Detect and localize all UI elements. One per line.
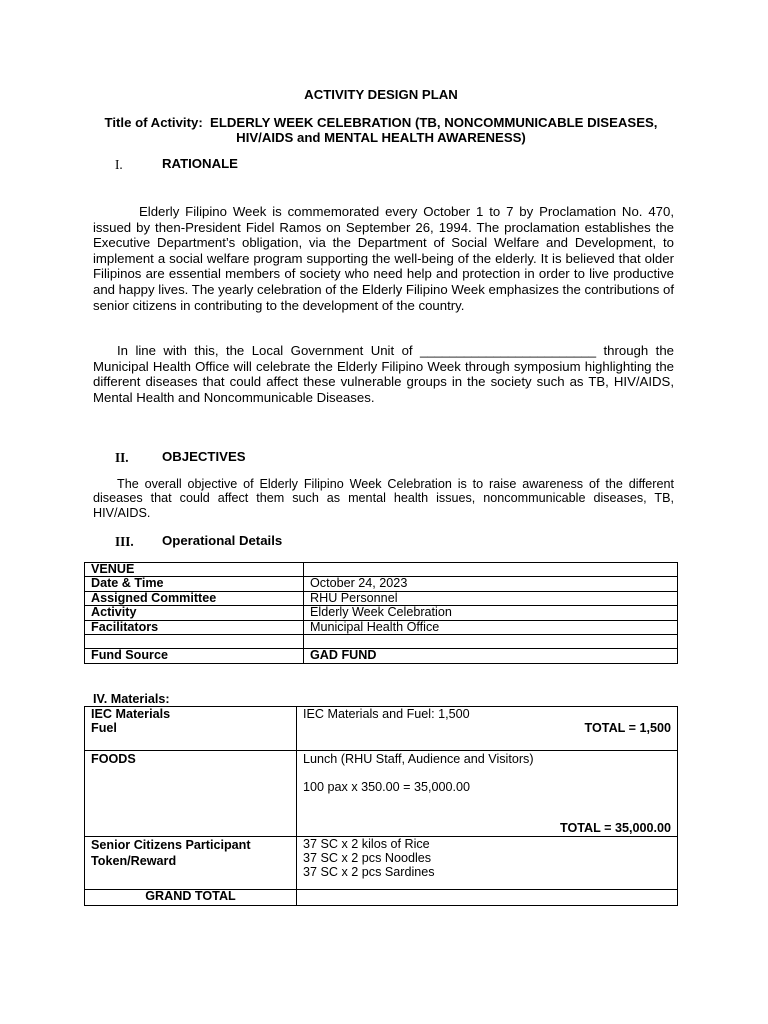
table-row bbox=[85, 577, 678, 591]
table-row bbox=[85, 620, 678, 634]
list-item: 37 SC x 2 pcs Sardines bbox=[303, 864, 435, 879]
venue-label: VENUE bbox=[85, 563, 304, 577]
activity-value: Elderly Week Celebration bbox=[304, 606, 678, 620]
empty-label bbox=[85, 635, 304, 649]
table-row bbox=[85, 606, 678, 620]
rationale-paragraph-2: In line with this, the Local Government Unit of ________________________ through the Municipal Health Office will celebrate the Elderly Filipino Week through symposium highlighting the different diseases that could affect these vulnerable groups in the society such as TB, HIV/AIDS, Mental Health and Noncommunicable Diseases. bbox=[93, 343, 674, 405]
activity-title-label: Title of Activity: bbox=[104, 115, 203, 130]
table-row bbox=[85, 563, 678, 577]
operational-details-table bbox=[84, 562, 678, 664]
document-heading: ACTIVITY DESIGN PLAN bbox=[304, 87, 458, 102]
section-2-number: II. bbox=[115, 450, 129, 465]
senior-citizens-label-line1: Senior Citizens Participant bbox=[91, 838, 251, 852]
section-4-heading: IV. Materials: bbox=[93, 692, 170, 706]
iec-label-line2: Fuel bbox=[91, 721, 117, 736]
date-time-value: October 24, 2023 bbox=[304, 577, 678, 591]
activity-label: Activity bbox=[85, 606, 304, 620]
table-row bbox=[85, 707, 678, 751]
section-3-number: III. bbox=[115, 534, 134, 549]
section-1-heading: RATIONALE bbox=[162, 156, 238, 171]
table-row bbox=[85, 890, 678, 906]
assigned-committee-label: Assigned Committee bbox=[85, 591, 304, 605]
fund-source-value: GAD FUND bbox=[304, 649, 678, 663]
fund-source-label: Fund Source bbox=[85, 649, 304, 663]
senior-citizens-items bbox=[297, 837, 678, 890]
foods-label: FOODS bbox=[85, 751, 297, 837]
iec-total: TOTAL = 1,500 bbox=[584, 721, 671, 736]
table-row bbox=[85, 751, 678, 837]
iec-value-cell bbox=[297, 707, 678, 751]
senior-citizens-label bbox=[85, 837, 297, 890]
table-row bbox=[85, 649, 678, 663]
assigned-committee-value: RHU Personnel bbox=[304, 591, 678, 605]
iec-label-line1: IEC Materials bbox=[91, 707, 171, 721]
date-time-label: Date & Time bbox=[85, 577, 304, 591]
table-row bbox=[85, 837, 678, 890]
section-1-number: I. bbox=[115, 157, 123, 172]
facilitators-label: Facilitators bbox=[85, 620, 304, 634]
iec-value: IEC Materials and Fuel: 1,500 bbox=[303, 707, 470, 721]
grand-total-label: GRAND TOTAL bbox=[85, 890, 297, 906]
senior-citizens-label-line2: Token/Reward bbox=[91, 854, 177, 869]
activity-title-line2: HIV/AIDS and MENTAL HEALTH AWARENESS) bbox=[236, 130, 526, 145]
objectives-text: The overall objective of Elderly Filipino Week Celebration is to raise awareness of the different diseases that could affect them such as mental health issues, noncommunicable diseases, TB, HIV/AIDS. bbox=[93, 477, 674, 520]
table-row bbox=[85, 591, 678, 605]
empty-value bbox=[304, 635, 678, 649]
grand-total-value bbox=[297, 890, 678, 906]
activity-title bbox=[84, 115, 678, 145]
section-3-heading: Operational Details bbox=[162, 533, 283, 548]
activity-title-line1: ELDERLY WEEK CELEBRATION (TB, NONCOMMUNICABLE DISEASES, bbox=[210, 115, 658, 130]
foods-value-cell bbox=[297, 751, 678, 837]
rationale-paragraph-1: Elderly Filipino Week is commemorated every October 1 to 7 by Proclamation No. 470, issued by then-President Fidel Ramos on September 26, 1994. The proclamation establishes the Executive Department’s obligation, via the Department of Social Welfare and Development, to implement a social welfare program supporting the well-being of the elderly. It is believed that older Filipinos are essential members of society who need help and protection in order to live productive and happy lives. The yearly celebration of the Elderly Filipino Week emphasizes the contributions of senior citizens in contributing to the development of the country. bbox=[93, 204, 674, 313]
iec-label bbox=[85, 707, 297, 751]
foods-value-1: Lunch (RHU Staff, Audience and Visitors) bbox=[303, 752, 534, 766]
venue-value bbox=[304, 563, 678, 577]
facilitators-value: Municipal Health Office bbox=[304, 620, 678, 634]
section-2-heading: OBJECTIVES bbox=[162, 449, 246, 464]
materials-table bbox=[84, 706, 678, 906]
table-row bbox=[85, 635, 678, 649]
foods-total: TOTAL = 35,000.00 bbox=[560, 820, 671, 835]
list-item: 37 SC x 2 pcs Noodles bbox=[303, 850, 432, 865]
foods-value-2: 100 pax x 350.00 = 35,000.00 bbox=[303, 780, 471, 795]
list-item: 37 SC x 2 kilos of Rice bbox=[303, 837, 430, 851]
